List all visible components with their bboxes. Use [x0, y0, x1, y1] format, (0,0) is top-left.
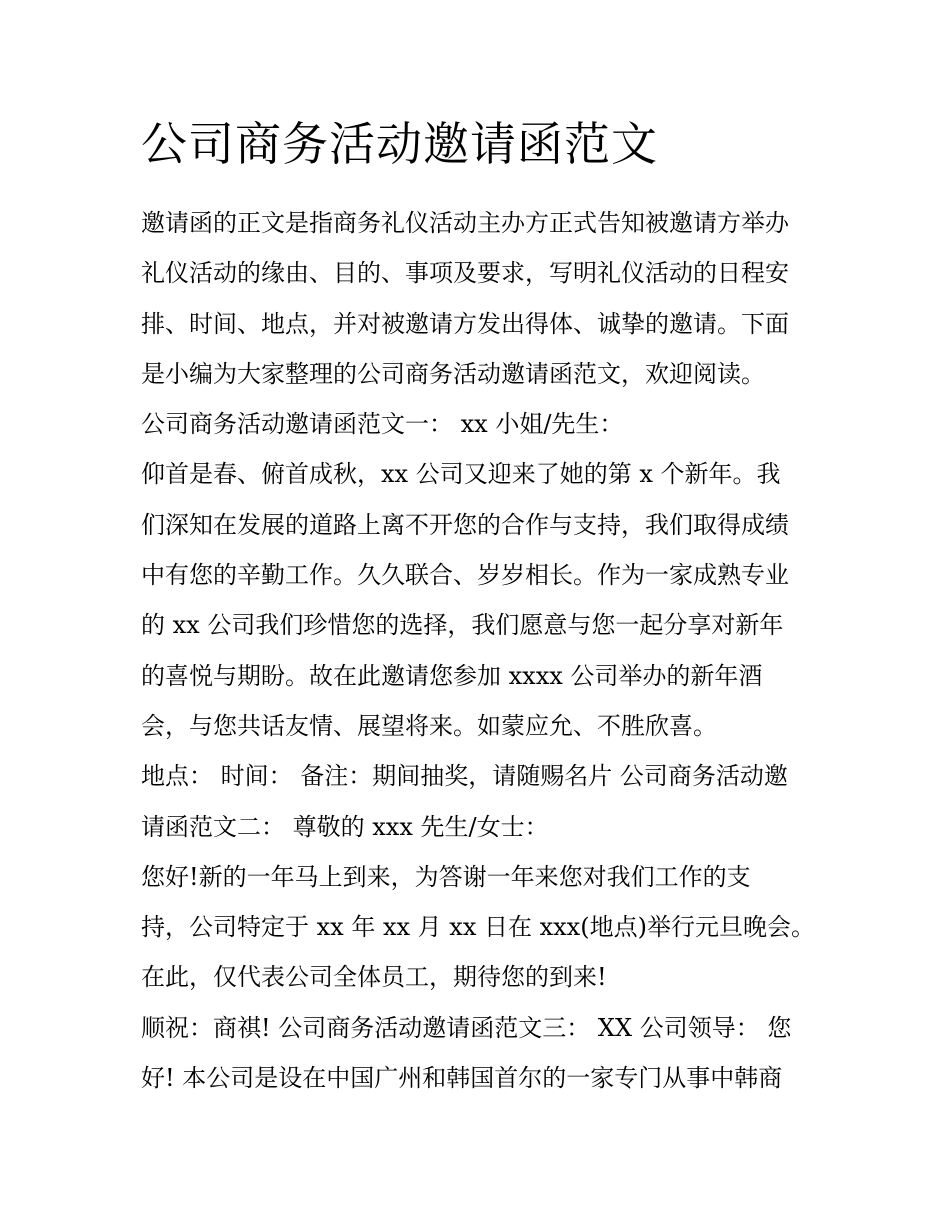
body-line: 请函范文二： 尊敬的 xxx 先生/女士： — [141, 812, 549, 841]
body-line: 地点： 时间： 备注：期间抽奖，请随赐名片 公司商务活动邀 — [141, 762, 788, 791]
body-line: 您好!新的一年马上到来，为答谢一年来您对我们工作的支 — [141, 862, 751, 891]
body-line: 是小编为大家整理的公司商务活动邀请函范文，欢迎阅读。 — [141, 359, 765, 388]
body-line: 的喜悦与期盼。故在此邀请您参加 xxxx 公司举办的新年酒 — [141, 661, 763, 690]
body-line: 们深知在发展的道路上离不开您的合作与支持，我们取得成绩 — [141, 510, 789, 539]
body-line: 中有您的辛勤工作。久久联合、岁岁相长。作为一家成熟专业 — [141, 561, 789, 590]
body-line: 在此，仅代表公司全体员工，期待您的到来! — [141, 963, 607, 992]
body-line: 顺祝：商祺! 公司商务活动邀请函范文三： XX 公司领导： 您 — [141, 1013, 792, 1042]
document-body — [141, 198, 821, 1103]
body-line: 的 xx 公司我们珍惜您的选择，我们愿意与您一起分享对新年 — [141, 611, 784, 640]
body-line: 好! 本公司是设在中国广州和韩国首尔的一家专门从事中韩商 — [141, 1064, 783, 1093]
document-title: 公司商务活动邀请函范文 — [141, 117, 658, 171]
body-line: 会，与您共话友情、展望将来。如蒙应允、不胜欣喜。 — [141, 711, 717, 740]
body-line: 礼仪活动的缘由、目的、事项及要求，写明礼仪活动的日程安 — [141, 259, 789, 288]
body-line: 持，公司特定于 xx 年 xx 月 xx 日在 xxx(地点)举行元旦晚会。 — [141, 913, 815, 942]
body-line: 邀请函的正文是指商务礼仪活动主办方正式告知被邀请方举办 — [141, 209, 789, 237]
body-line: 公司商务活动邀请函范文一： xx 小姐/先生： — [141, 410, 624, 439]
body-line: 仰首是春、俯首成秋，xx 公司又迎来了她的第 x 个新年。我 — [141, 460, 781, 489]
body-line: 排、时间、地点，并对被邀请方发出得体、诚挚的邀请。下面 — [141, 309, 789, 338]
